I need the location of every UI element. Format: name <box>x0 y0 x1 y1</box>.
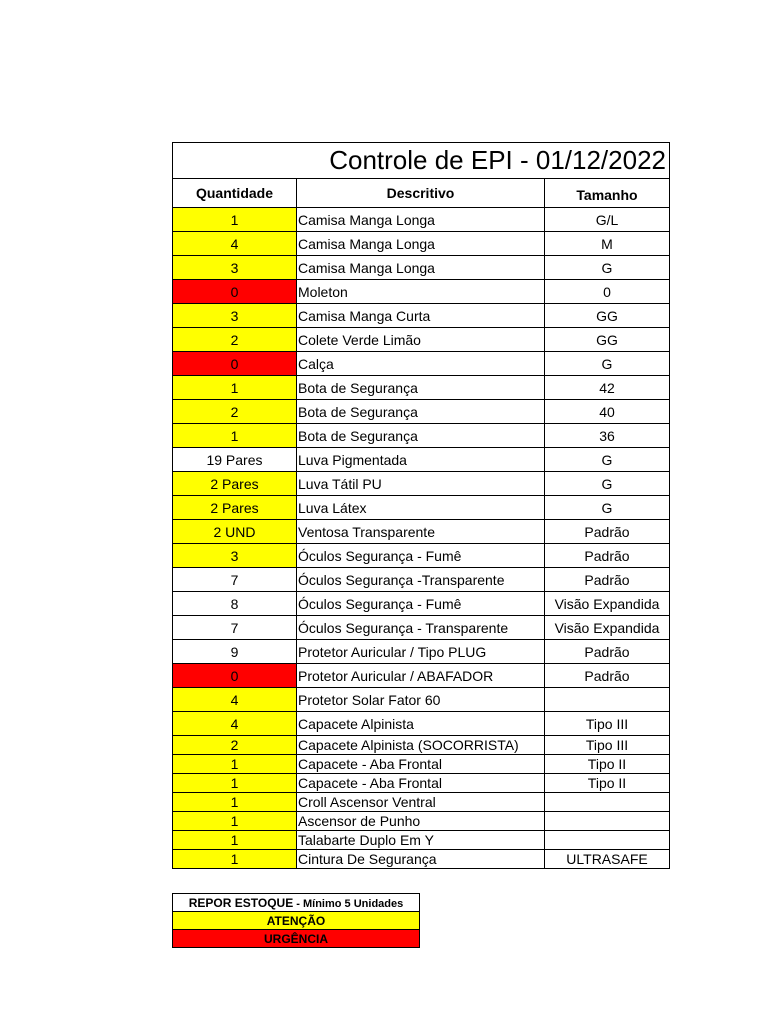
description-cell: Bota de Segurança <box>297 400 545 424</box>
quantity-cell: 4 <box>173 712 297 736</box>
table-row <box>173 496 670 520</box>
size-cell: Tipo II <box>545 774 670 793</box>
quantity-cell: 1 <box>173 850 297 869</box>
sheet-title: Controle de EPI - 01/12/2022 <box>173 143 670 179</box>
epi-control-table <box>172 142 670 869</box>
size-cell: G/L <box>545 208 670 232</box>
size-cell: 0 <box>545 280 670 304</box>
size-cell: 40 <box>545 400 670 424</box>
size-cell: Padrão <box>545 664 670 688</box>
description-cell: Camisa Manga Longa <box>297 232 545 256</box>
size-cell: Padrão <box>545 520 670 544</box>
description-cell: Camisa Manga Curta <box>297 304 545 328</box>
quantity-cell: 1 <box>173 424 297 448</box>
table-row <box>173 793 670 812</box>
quantity-cell: 1 <box>173 208 297 232</box>
size-cell <box>545 688 670 712</box>
column-header-quantity: Quantidade <box>173 179 297 208</box>
legend-restock <box>173 894 420 912</box>
description-cell: Luva Pigmentada <box>297 448 545 472</box>
size-cell: G <box>545 496 670 520</box>
quantity-cell: 2 <box>173 400 297 424</box>
table-row <box>173 520 670 544</box>
description-cell: Protetor Auricular / ABAFADOR <box>297 664 545 688</box>
quantity-cell: 2 Pares <box>173 472 297 496</box>
table-row <box>173 850 670 869</box>
description-cell: Camisa Manga Longa <box>297 208 545 232</box>
description-cell: Protetor Solar Fator 60 <box>297 688 545 712</box>
legend-restock-note: - Mínimo 5 Unidades <box>293 897 404 910</box>
description-cell: Bota de Segurança <box>297 376 545 400</box>
description-cell: Capacete - Aba Frontal <box>297 774 545 793</box>
description-cell: Calça <box>297 352 545 376</box>
size-cell: G <box>545 448 670 472</box>
table-row <box>173 208 670 232</box>
quantity-cell: 1 <box>173 831 297 850</box>
quantity-cell: 1 <box>173 812 297 831</box>
description-cell: Bota de Segurança <box>297 424 545 448</box>
description-cell: Capacete Alpinista <box>297 712 545 736</box>
quantity-cell: 4 <box>173 232 297 256</box>
table-row <box>173 616 670 640</box>
table-row <box>173 232 670 256</box>
table-row <box>173 400 670 424</box>
legend-table <box>172 893 420 948</box>
legend-attention: ATENÇÃO <box>173 912 420 930</box>
size-cell: M <box>545 232 670 256</box>
quantity-cell: 8 <box>173 592 297 616</box>
quantity-cell: 7 <box>173 616 297 640</box>
size-cell: Visão Expandida <box>545 592 670 616</box>
table-row <box>173 640 670 664</box>
quantity-cell: 2 <box>173 328 297 352</box>
table-row <box>173 472 670 496</box>
table-row <box>173 568 670 592</box>
table-body <box>173 208 670 869</box>
table-row <box>173 256 670 280</box>
description-cell: Luva Tátil PU <box>297 472 545 496</box>
quantity-cell: 3 <box>173 544 297 568</box>
description-cell: Capacete - Aba Frontal <box>297 755 545 774</box>
quantity-cell: 2 UND <box>173 520 297 544</box>
size-cell: Padrão <box>545 640 670 664</box>
quantity-cell: 2 Pares <box>173 496 297 520</box>
quantity-cell: 1 <box>173 376 297 400</box>
table-row <box>173 448 670 472</box>
description-cell: Moleton <box>297 280 545 304</box>
table-row <box>173 544 670 568</box>
quantity-cell: 3 <box>173 304 297 328</box>
size-cell: Padrão <box>545 568 670 592</box>
quantity-cell: 1 <box>173 774 297 793</box>
size-cell: Tipo II <box>545 755 670 774</box>
size-cell: 36 <box>545 424 670 448</box>
size-cell: 42 <box>545 376 670 400</box>
table-row <box>173 774 670 793</box>
table-row <box>173 812 670 831</box>
description-cell: Croll Ascensor Ventral <box>297 793 545 812</box>
table-row <box>173 664 670 688</box>
description-cell: Óculos Segurança -Transparente <box>297 568 545 592</box>
size-cell: Tipo III <box>545 712 670 736</box>
table-row <box>173 280 670 304</box>
quantity-cell: 4 <box>173 688 297 712</box>
column-header-size: Tamanho <box>545 179 670 208</box>
size-cell: G <box>545 472 670 496</box>
table-row <box>173 376 670 400</box>
description-cell: Cintura De Segurança <box>297 850 545 869</box>
table-row <box>173 352 670 376</box>
size-cell: Visão Expandida <box>545 616 670 640</box>
column-header-description: Descritivo <box>297 179 545 208</box>
quantity-cell: 0 <box>173 664 297 688</box>
quantity-cell: 1 <box>173 755 297 774</box>
quantity-cell: 0 <box>173 280 297 304</box>
description-cell: Camisa Manga Longa <box>297 256 545 280</box>
table-row <box>173 424 670 448</box>
table-row <box>173 712 670 736</box>
quantity-cell: 9 <box>173 640 297 664</box>
size-cell <box>545 793 670 812</box>
description-cell: Óculos Segurança - Fumê <box>297 544 545 568</box>
quantity-cell: 19 Pares <box>173 448 297 472</box>
quantity-cell: 2 <box>173 736 297 755</box>
size-cell: GG <box>545 304 670 328</box>
legend-urgency: URGÊNCIA <box>173 930 420 948</box>
size-cell <box>545 812 670 831</box>
size-cell: Padrão <box>545 544 670 568</box>
table-row <box>173 304 670 328</box>
description-cell: Colete Verde Limão <box>297 328 545 352</box>
legend-restock-label: REPOR ESTOQUE <box>188 895 294 910</box>
quantity-cell: 3 <box>173 256 297 280</box>
table-row <box>173 592 670 616</box>
description-cell: Capacete Alpinista (SOCORRISTA) <box>297 736 545 755</box>
table-row <box>173 688 670 712</box>
size-cell: Tipo III <box>545 736 670 755</box>
description-cell: Luva Látex <box>297 496 545 520</box>
description-cell: Ventosa Transparente <box>297 520 545 544</box>
size-cell: G <box>545 256 670 280</box>
description-cell: Ascensor de Punho <box>297 812 545 831</box>
description-cell: Óculos Segurança - Fumê <box>297 592 545 616</box>
quantity-cell: 7 <box>173 568 297 592</box>
description-cell: Óculos Segurança - Transparente <box>297 616 545 640</box>
table-row <box>173 755 670 774</box>
size-cell: G <box>545 352 670 376</box>
table-row <box>173 736 670 755</box>
size-cell: ULTRASAFE <box>545 850 670 869</box>
description-cell: Talabarte Duplo Em Y <box>297 831 545 850</box>
quantity-cell: 0 <box>173 352 297 376</box>
size-cell: GG <box>545 328 670 352</box>
table-row <box>173 328 670 352</box>
quantity-cell: 1 <box>173 793 297 812</box>
size-cell <box>545 831 670 850</box>
table-row <box>173 831 670 850</box>
description-cell: Protetor Auricular / Tipo PLUG <box>297 640 545 664</box>
